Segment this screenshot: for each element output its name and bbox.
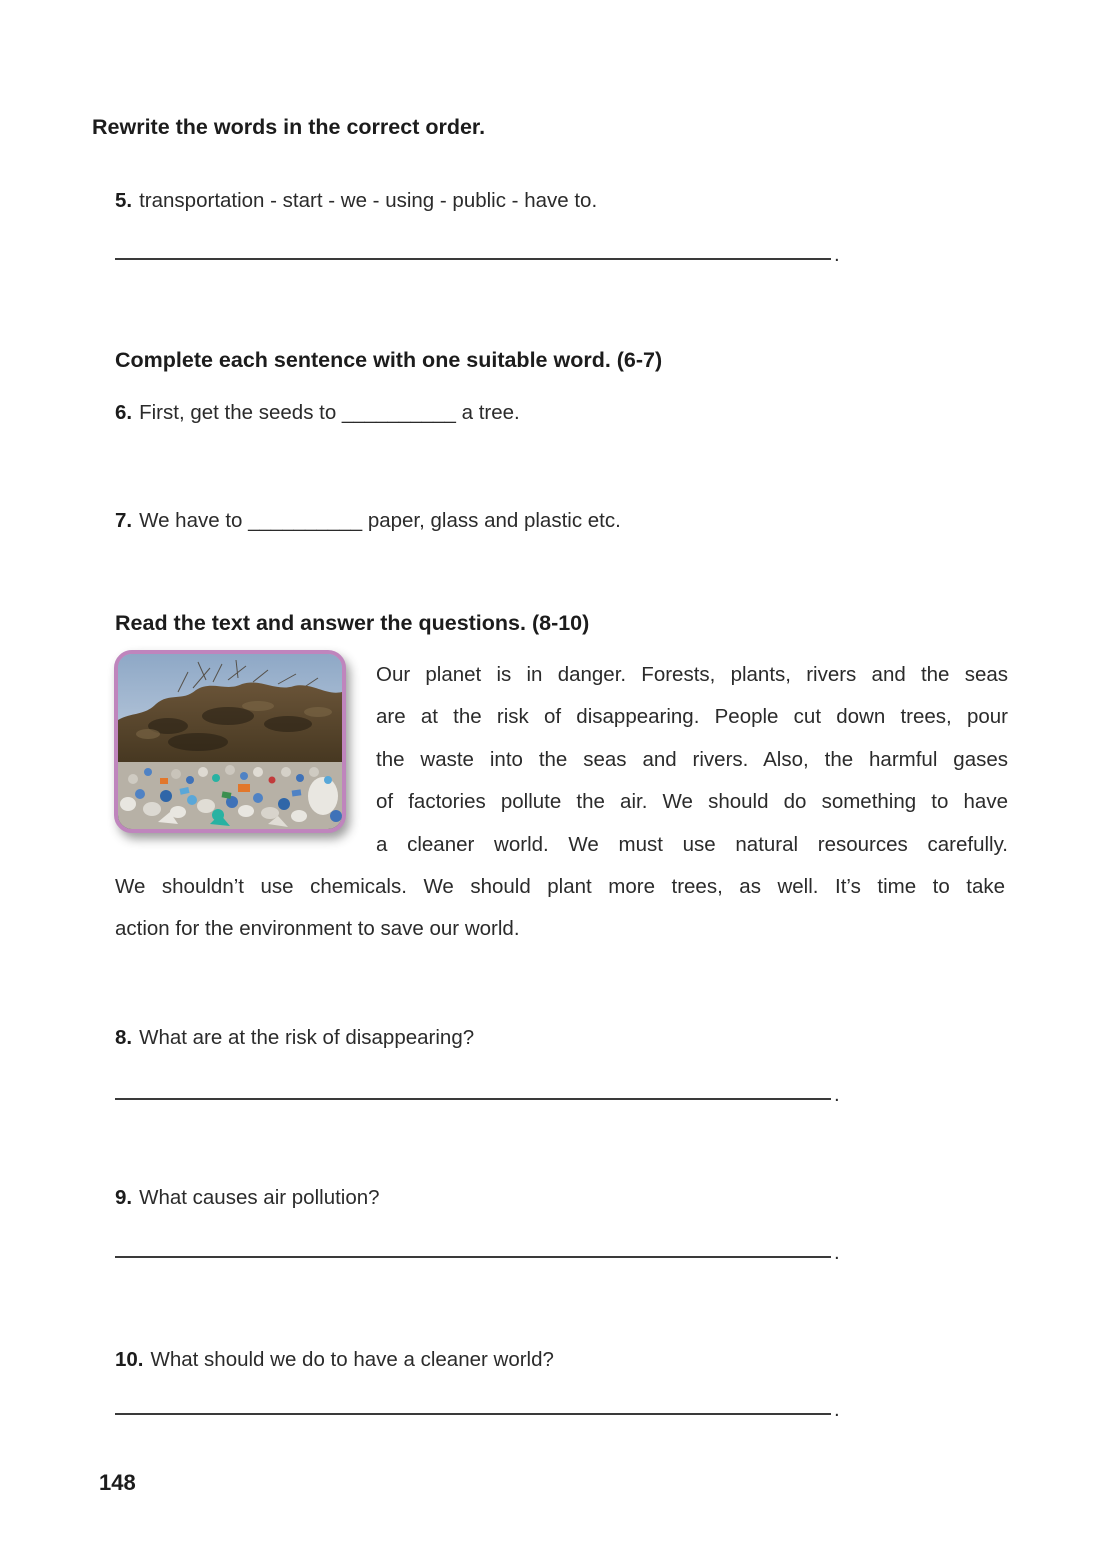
- question-8-text: What are at the risk of disappearing?: [139, 1026, 475, 1049]
- question-8-number: 8.: [115, 1026, 133, 1049]
- question-10: [115, 1348, 554, 1372]
- section-heading-complete: Complete each sentence with one suitable word. (6-7): [115, 348, 663, 372]
- question-10-text: What should we do to have a cleaner world?: [150, 1348, 554, 1371]
- answer-line-5[interactable]: [115, 258, 831, 260]
- answer-line-9[interactable]: [115, 1256, 831, 1258]
- answer-area-10: .: [115, 1413, 840, 1415]
- answer-area-5: .: [115, 258, 840, 260]
- question-8: [115, 1026, 474, 1050]
- passage-line-2: are at the risk of disappearing. People cut down trees, pour: [376, 705, 1008, 728]
- passage-line-3: the waste into the seas and rivers. Also, the harmful gases: [376, 748, 1008, 771]
- question-10-number: 10.: [115, 1348, 144, 1371]
- question-5-text: transportation - start - we - using - public - have to.: [139, 189, 598, 212]
- passage-line-7: action for the environment to save our world.: [115, 917, 520, 940]
- question-5: [115, 189, 597, 213]
- question-9: [115, 1186, 380, 1210]
- answer-area-9: .: [115, 1256, 840, 1258]
- landfill-photo: [114, 650, 346, 833]
- answer-line-10[interactable]: [115, 1413, 831, 1415]
- answer-area-8: .: [115, 1098, 840, 1100]
- question-7-number: 7.: [115, 509, 133, 532]
- page-number: 148: [99, 1470, 136, 1495]
- question-9-number: 9.: [115, 1186, 133, 1209]
- question-9-text: What causes air pollution?: [139, 1186, 380, 1209]
- section-heading-rewrite: Rewrite the words in the correct order.: [92, 115, 486, 139]
- passage-line-5: a cleaner world. We must use natural resources carefully.: [376, 833, 1008, 856]
- passage-line-4: of factories pollute the air. We should do something to have: [376, 790, 1008, 813]
- question-6: [115, 401, 520, 425]
- question-6-number: 6.: [115, 401, 133, 424]
- section-heading-reading: Read the text and answer the questions. (8-10): [115, 611, 590, 635]
- passage-line-1: Our planet is in danger. Forests, plants, rivers and the seas: [376, 663, 1008, 686]
- question-7-text[interactable]: We have to __________ paper, glass and plastic etc.: [139, 509, 621, 532]
- answer-line-8[interactable]: [115, 1098, 831, 1100]
- question-7: [115, 509, 621, 533]
- landfill-photo-illustration: [118, 654, 342, 829]
- question-5-number: 5.: [115, 189, 133, 212]
- passage-line-6: We shouldn’t use chemicals. We should plant more trees, as well. It’s time to take: [115, 875, 1005, 898]
- question-6-text[interactable]: First, get the seeds to __________ a tree.: [139, 401, 520, 424]
